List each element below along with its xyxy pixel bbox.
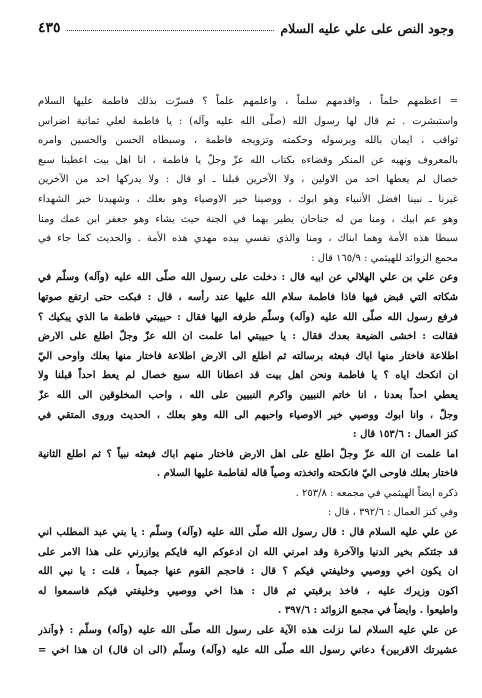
text-line: اطلاعة فاختار منها اباك فبعثه برسالته ثم اطلع الى الارض اطلاعة فاختار منها بعلك واوحى اليّ (38, 350, 458, 362)
text-line: بالمعروف ونهيه عن المنكر وقضاءه بكتاب الله عزّ وجلّ يا فاطمة ، انا اهل بيت اعطينا سبع (38, 154, 458, 166)
text-line: شكاته التي قبض فيها فاذا فاطمة سلام الله عليها عند رأسه ، قال : فبكت حتى ارتفع صوتها (38, 291, 458, 303)
running-header (38, 14, 454, 36)
text-line: وفي كنز العمال : ٣٩٢/٦ ، قال : (327, 507, 458, 519)
text-line: ثواقب ، ايمان بالله وبرسوله وحكمته وتزويجه فاطمة ، وسبطاه الحسن والحسين وامره (38, 135, 458, 147)
text-line: عن علي عليه السلام لما نزلت هذه الآية على رسول الله صلّى الله عليه (وآله) وسلّم : ﴿واَنذر (38, 625, 458, 637)
text-line: قد جئتكم بخير الدنيا والآخرة وقد امرني الله ان ادعوكم اليه فايكم يوازرني على هذا الامر على (38, 546, 458, 558)
text-line: يعطي احداً بعدنا ، انا خاتم النبيين واكرم النبيين على الله ، واحب المخلوقين الى الله عزّ (38, 389, 458, 401)
text-line: عن علي عليه السلام قال : قال رسول الله صلّى الله عليه (وآله) وسلّم : يا بني عبد المطلب اني (38, 527, 458, 539)
text-line: فقالت : اخشى الضيعة بعدك فقال : يا حبيبتي اما علمت ان الله عزّ وجلّ اطلع على الارض (38, 331, 458, 343)
header-dot-leader (67, 30, 275, 31)
text-line: اكون وزيرك عليه ، فاخذ برقبتي ثم قال : هذا اخي ووصيي وخليفتي فيكم فاسمعوا له (38, 585, 458, 597)
text-line: واستبشرت . ثم قال لها رسول الله (صلّى الله عليه وآله) : يا فاطمة لعلي ثمانية اضراس (38, 115, 458, 127)
text-line: وهو عم ابيك ، ومنا من له جناحان يطير بهما في الجنة حيث يشاء وهو جعفر ابن عمك ومنا (38, 213, 458, 225)
text-line: ذكره ايضاً الهيثمي في مجمعه : ٢٥٣/٨ . (295, 487, 458, 499)
page-number: ٤٣٥ (38, 20, 61, 36)
text-line: فرفع رسول الله صلّى الله عليه (وآله) وسلّم طرفه اليها فقال : حبيبتي فاطمة ما الذي يبكيك ؟ (38, 311, 458, 323)
text-line: فاختار بعلك فاوحى اليّ فانكحته واتخذته وصياً قاله لفاطمة عليها السلام . (156, 468, 458, 480)
header-title: وجود النص على علي عليه السلام (280, 21, 454, 36)
text-line: اما علمت ان الله عزّ وجلّ اطلع على اهل الارض فاختار منهم اباك فبعثه نبياً ؟ ثم اطلع الثانية (38, 448, 458, 460)
text-line: وعن علي بن علي الهلالي عن ابيه قال : دخلت على رسول الله صلّى الله عليه (وآله) وسلّم في (38, 272, 458, 284)
text-line: = اعظمهم حلماً ، واقدمهم سلماً ، واعلمهم علماً ؟ فسرّت بذلك فاطمة عليها السلام (38, 96, 458, 107)
text-line: وجلّ ، وانا ابوك ووصيي خير الاوصياء واحبهم الى الله وهو بعلك ، الحديث وروى المتقي في (38, 409, 458, 421)
text-line: واطيعوا . وايضاً في مجمع الزوائد : ٣٩٧/٦ . (277, 605, 458, 617)
text-line: كنز العمال : ١٥٣/٦ قال : (352, 429, 458, 441)
body-text (38, 92, 458, 660)
text-line: عشيرتك الاقربين﴾ دعاني رسول الله صلّى الله عليه (وآله) وسلّم (الى ان قال) ان هذا اخي = (38, 644, 458, 656)
text-line: ان يكون اخي ووصيي وخليفتي فيكم ؟ قال : فاحجم القوم عنها جميعاً ، قلت : يا نبي الله (38, 566, 458, 578)
text-line: ان انكحك اياه ؟ يا فاطمة ونحن اهل بيت قد اعطانا الله سبع خصال لم يعط احداً قبلنا ولا (38, 370, 458, 382)
text-line: غيرنا ـ نبينا افضل الأنبياء وهو ابوك ، ووصينا خير الاوصياء وهو بعلك ، وشهيدنا خير الشهداء (38, 193, 458, 205)
text-line: سبطا هذه الأمة وهما ابناك ، ومنا والذي نفسي بيده مهدي هذه الأمة . والحديث كما جاء في (38, 233, 458, 245)
text-line: خصال لم يعطها احد من الاولين ، ولا الآخرين قبلنا ـ او قال : ولا يدركها احد من الآخرين (38, 174, 458, 186)
text-line: مجمع الزوائد للهيثمي : ١٦٥/٩ قال : (311, 252, 458, 264)
